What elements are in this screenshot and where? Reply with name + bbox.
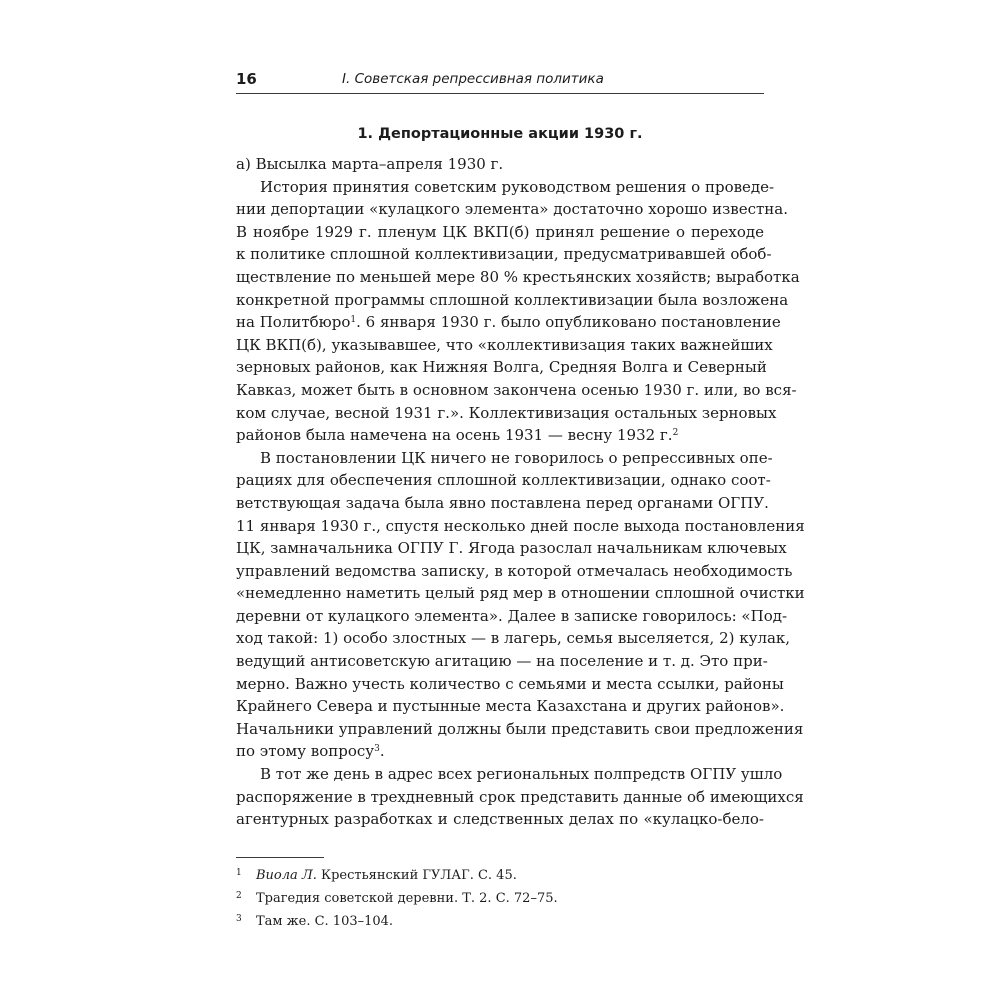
text-fragment: на Политбюро xyxy=(236,313,351,332)
footnote-text: Крестьянский ГУЛАГ. С. 45. xyxy=(316,868,517,883)
text-line: В постановлении ЦК ничего не говорилось о репрессивных опе- xyxy=(260,448,773,467)
text-fragment: районов была намечена на осень 1931 — весну 1932 г. xyxy=(236,426,673,445)
text-line: рациях для обеспечения сплошной коллективизации, однако соот- xyxy=(236,471,771,490)
section-title: 1. Депортационные акции 1930 г. xyxy=(357,126,643,142)
text-line: В тот же день в адрес всех региональных полпредств ОГПУ ушло xyxy=(260,765,783,784)
running-head xyxy=(236,68,764,90)
footnotes xyxy=(236,862,764,931)
text-line: ведущий антисоветскую агитацию — на поселение и т. д. Это при- xyxy=(236,652,768,671)
footnote-ref: 3 xyxy=(374,744,380,755)
footnote-number: 3 xyxy=(236,914,242,924)
footnote xyxy=(236,862,764,885)
text-line: зерновых районов, как Нижняя Волга, Средняя Волга и Северный xyxy=(236,358,767,377)
text-line xyxy=(236,311,781,334)
text-line: ЦК ВКП(б), указывавшее, что «коллективизация таких важнейших xyxy=(236,335,773,354)
subsection-title: а) Высылка марта–апреля 1930 г. xyxy=(236,155,504,173)
body-text xyxy=(236,153,805,831)
running-title: I. Советская репрессивная политика xyxy=(342,71,604,87)
text-line: ЦК, замначальника ОГПУ Г. Ягода разослал начальникам ключевых xyxy=(236,539,787,558)
footnote-author: Виола Л. xyxy=(256,868,317,883)
text-line: распоряжение в трехдневный срок представить данные об имеющихся xyxy=(236,787,804,806)
footnote xyxy=(236,908,764,931)
footnote-number: 2 xyxy=(236,891,242,901)
text-line: конкретной программы сплошной коллективизации была возложена xyxy=(236,290,789,309)
page-number: 16 xyxy=(236,70,257,88)
text-line: ветствующая задача была явно поставлена перед органами ОГПУ. xyxy=(236,493,769,512)
text-line: Начальники управлений должны были представить свои предложения xyxy=(236,719,804,738)
text-line: История принятия советским руководством решения о проведе- xyxy=(260,177,775,196)
text-line: управлений ведомства записку, в которой отмечалась необходимость xyxy=(236,561,793,580)
text-line: ществление по меньшей мере 80 % крестьянских хозяйств; выработка xyxy=(236,267,800,286)
text-line xyxy=(236,424,764,447)
footnote-rule xyxy=(236,857,324,858)
text-line: Кавказ, может быть в основном закончена осенью 1930 г. или, во вся- xyxy=(236,380,797,399)
text-fragment: по этому вопросу xyxy=(236,742,375,761)
footnote-text: Там же. С. 103–104. xyxy=(256,914,394,929)
text-fragment: . 6 января 1930 г. было опубликовано постановление xyxy=(356,313,781,332)
text-line: мерно. Важно учесть количество с семьями и места ссылки, районы xyxy=(236,674,784,693)
text-line: ход такой: 1) особо злостных — в лагерь, семья выселяется, 2) кулак, xyxy=(236,629,791,648)
text-line: ком случае, весной 1931 г.». Коллективизация остальных зерновых xyxy=(236,403,777,422)
footnote-number: 1 xyxy=(236,868,242,878)
footnote-text: Трагедия советской деревни. Т. 2. С. 72–75. xyxy=(256,891,558,906)
text-line: к политике сплошной коллективизации, предусматривавшей обоб- xyxy=(236,245,772,264)
header-rule xyxy=(236,93,764,94)
text-line: Крайнего Севера и пустынные места Казахстана и других районов». xyxy=(236,697,785,716)
text-line: агентурных разработках и следственных делах по «кулацко-бело- xyxy=(236,810,764,829)
text-line: В ноябре 1929 г. пленум ЦК ВКП(б) принял решение о переходе xyxy=(236,222,764,241)
footnote-ref: 2 xyxy=(672,428,679,439)
text-line: по этому вопросу$^3$. xyxy=(236,742,385,761)
footnote-ref: 1 xyxy=(350,315,357,326)
text-line: «немедленно наметить целый ряд мер в отношении сплошной очистки xyxy=(236,584,805,603)
text-line: деревни от кулацкого элемента». Далее в записке говорилось: «Под- xyxy=(236,606,788,625)
text-line: 11 января 1930 г., спустя несколько дней после выхода постановления xyxy=(236,516,805,535)
text-line: нии депортации «кулацкого элемента» достаточно хорошо известна. xyxy=(236,200,788,219)
footnote xyxy=(236,885,764,908)
